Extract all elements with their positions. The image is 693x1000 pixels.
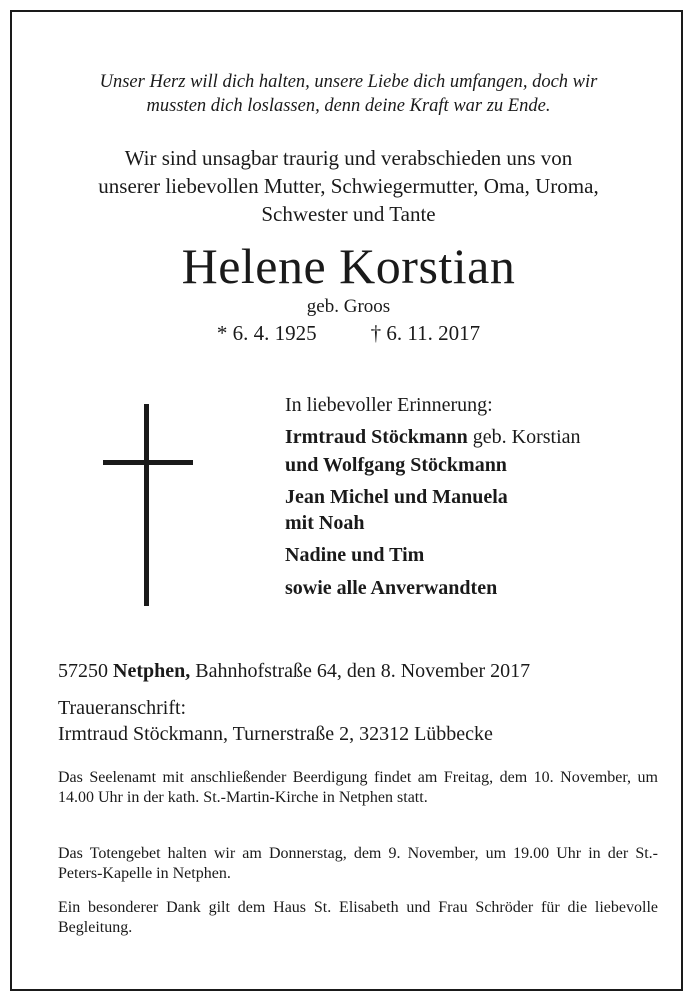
motto-line-1: Unser Herz will dich halten, unsere Liebe dich umfangen, doch wir [99, 72, 598, 92]
motto [12, 70, 685, 118]
mourner-line-4: mit Noah [285, 512, 365, 534]
mourner-birth-name-1: geb. Korstian [467, 426, 581, 448]
death-date: † 6. 11. 2017 [370, 321, 481, 345]
prayer-notice: Das Totengebet halten wir am Donnerstag, dem 9. November, um 19.00 Uhr in der St.-Peters-Kapelle in Netphen. [58, 845, 658, 882]
zip-code: 57250 [58, 660, 113, 682]
deceased-name: Helene Korstian [181, 238, 516, 294]
thanks-notice: Ein besonderer Dank gilt dem Haus St. Elisabeth und Frau Schröder für die liebevolle Begleitung. [58, 899, 658, 936]
town: Netphen, [113, 660, 191, 682]
mourners-heading: In liebevoller Erinnerung: [285, 394, 493, 416]
intro-line-2: unserer liebevollen Mutter, Schwiegermutter, Oma, Uroma, [98, 174, 599, 198]
mourning-address: Irmtraud Stöckmann, Turnerstraße 2, 32312 Lübbecke [58, 723, 493, 745]
intro-line-1: Wir sind unsagbar traurig und verabschieden uns von [124, 146, 573, 170]
mourner-line-6: sowie alle Anverwandten [285, 577, 498, 599]
intro-line-3: Schwester und Tante [261, 202, 436, 226]
life-dates [12, 320, 685, 346]
mourner-line-3: Jean Michel und Manuela [285, 486, 508, 508]
mourner-line-1 [285, 424, 581, 450]
place-date-line [58, 658, 530, 684]
funeral-notice: Das Seelenamt mit anschließender Beerdigung findet am Freitag, dem 10. November, um 14.00 Uhr in der kath. St.-Martin-Kirche in Netphen statt. [58, 769, 658, 806]
intro-text [12, 144, 685, 228]
birth-date: * 6. 4. 1925 [216, 321, 317, 345]
mourner-name-1: Irmtraud Stöckmann [285, 426, 468, 448]
mourning-address-label: Traueranschrift: [58, 697, 187, 719]
notice-frame [10, 10, 683, 991]
mourner-line-5: Nadine und Tim [285, 544, 425, 566]
mourner-line-2: und Wolfgang Stöckmann [285, 454, 507, 476]
motto-line-2: mussten dich loslassen, denn deine Kraft war zu Ende. [146, 96, 551, 116]
street-date: Bahnhofstraße 64, den 8. November 2017 [190, 660, 531, 682]
cross-icon [103, 404, 193, 606]
birth-name: geb. Groos [306, 296, 391, 317]
